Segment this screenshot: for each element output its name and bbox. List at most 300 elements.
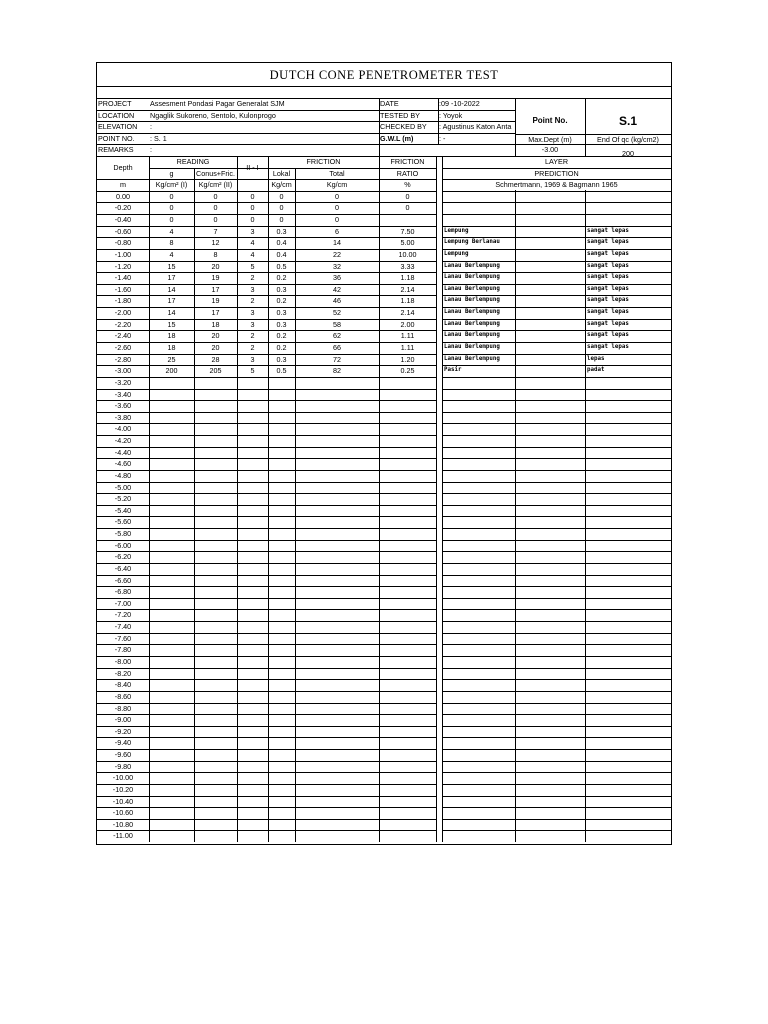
conus-cell [194,726,237,738]
conus-cell [194,609,237,621]
soil-type-cell: Lanau Berlempung [444,285,500,292]
ratio-cell [379,656,436,668]
soil-type-cell [442,482,585,494]
soil-type-cell [442,551,585,563]
lokal-cell: 0.5 [276,366,287,376]
density-cell: sangat lepas [587,297,629,304]
diff-cell: 5 [250,366,255,376]
soil-type-cell [442,540,585,552]
end-qc-value: 200 [622,148,634,158]
g-cell: 0 [169,215,174,225]
total-cell [295,528,379,540]
g-cell: 4 [169,249,174,259]
depth-cell: -6.60 [114,575,132,585]
g-cell [149,633,194,645]
conus-cell: 19 [211,296,220,306]
soil-type-cell: Lanau Berlempung [444,262,500,269]
g-cell [149,656,194,668]
soil-type-cell [442,609,585,621]
diff-cell [237,493,268,505]
total-cell [295,796,379,808]
density-cell [585,668,671,680]
ratio-cell [379,633,436,645]
soil-type-cell [442,563,585,575]
conus-cell [194,458,237,470]
ratio-cell: 1.11 [400,331,415,341]
ratio-cell [379,505,436,517]
soil-type-cell [442,458,585,470]
diff-cell [237,726,268,738]
density-cell: sangat lepas [587,250,629,257]
total-cell [295,703,379,715]
total-cell [295,737,379,749]
lokal-cell: 0.3 [276,308,287,318]
col-layer-reference: Schmertmann, 1969 & Bagmann 1965 [495,180,618,190]
depth-cell: -7.00 [114,598,132,608]
soil-type-cell [442,447,585,459]
depth-cell: -7.80 [114,645,132,655]
depth-cell: -7.60 [114,633,132,643]
depth-cell: -5.00 [114,482,132,492]
depth-cell: -6.80 [114,587,132,597]
lokal-cell: 0.3 [276,284,287,294]
conus-cell: 20 [211,342,220,352]
lokal-cell [268,737,295,749]
ratio-cell [379,551,436,563]
g-cell [149,482,194,494]
g-cell: 14 [167,308,176,318]
depth-cell: -6.20 [114,552,132,562]
ratio-cell [379,796,436,808]
diff-cell [237,400,268,412]
total-cell [295,761,379,773]
soil-type-cell [442,389,585,401]
depth-cell: -3.20 [114,377,132,387]
soil-type-cell [442,598,585,610]
depth-cell: -2.20 [114,319,132,329]
total-cell [295,493,379,505]
diff-cell [237,482,268,494]
depth-cell: -10.20 [112,784,134,794]
ratio-cell: 10.00 [398,249,417,259]
conus-cell: 205 [209,366,222,376]
location-value: Ngaglik Sukoreno, Sentolo, Kulonprogo [150,110,276,120]
conus-cell: 19 [211,273,220,283]
ratio-cell: 5.00 [400,238,415,248]
ratio-cell [379,737,436,749]
total-cell [295,714,379,726]
ratio-cell [379,516,436,528]
lokal-cell [268,458,295,470]
ratio-cell [379,435,436,447]
depth-cell: -0.20 [114,203,132,213]
soil-type-cell [442,493,585,505]
g-cell: 17 [167,273,176,283]
depth-cell: -1.40 [114,273,132,283]
density-cell [585,389,671,401]
density-cell [585,737,671,749]
density-cell: sangat lepas [587,239,629,246]
total-cell [295,412,379,424]
ratio-cell [379,214,436,226]
conus-cell: 0 [213,215,218,225]
lokal-cell [268,772,295,784]
depth-cell: -4.80 [114,470,132,480]
lokal-cell [268,505,295,517]
diff-cell: 4 [250,238,255,248]
conus-cell [194,819,237,831]
soil-type-cell: Lanau Berlempung [444,297,500,304]
lokal-cell [268,447,295,459]
ratio-cell [379,528,436,540]
total-cell [295,598,379,610]
diff-cell [237,563,268,575]
project-label: PROJECT [98,99,132,108]
ratio-cell: 1.18 [400,296,415,306]
ratio-cell: 0.25 [400,366,415,376]
total-cell [295,691,379,703]
g-cell [149,772,194,784]
ratio-cell [379,377,436,389]
lokal-cell [268,389,295,401]
lokal-cell: 0.5 [276,261,287,271]
lokal-cell: 0.2 [276,273,287,283]
g-cell [149,819,194,831]
diff-cell [237,470,268,482]
depth-cell: -1.00 [114,249,132,259]
diff-cell [237,609,268,621]
total-cell: 6 [335,226,339,236]
col-reading: READING [176,157,210,166]
density-cell [585,633,671,645]
lokal-cell [268,656,295,668]
lokal-cell: 0.4 [276,238,287,248]
ratio-cell [379,482,436,494]
lokal-cell [268,633,295,645]
diff-cell [237,516,268,528]
col-unit-i: Kg/cm² (I) [155,180,188,190]
total-cell: 36 [333,273,341,283]
lokal-cell [268,575,295,587]
conus-cell [194,703,237,715]
depth-cell: -1.20 [114,261,132,271]
soil-type-cell [442,714,585,726]
diff-cell [237,586,268,598]
diff-cell [237,796,268,808]
density-cell [585,551,671,563]
diff-cell [237,551,268,563]
depth-cell: -10.00 [112,773,134,783]
conus-cell [194,540,237,552]
depth-cell: -4.00 [114,424,132,434]
soil-type-cell [442,761,585,773]
soil-type-cell [442,656,585,668]
lokal-cell: 0.2 [276,296,287,306]
g-cell: 15 [167,261,176,271]
col-friction-ratio: FRICTION [390,157,425,166]
depth-cell: -1.60 [114,284,132,294]
soil-type-cell [442,703,585,715]
soil-type-cell [442,644,585,656]
diff-cell [237,633,268,645]
total-cell [295,656,379,668]
total-cell: 62 [333,331,341,341]
soil-type-cell [442,621,585,633]
depth-cell: -3.00 [114,366,132,376]
diff-cell [237,598,268,610]
lokal-cell [268,703,295,715]
conus-cell [194,691,237,703]
col-g: g [169,168,174,178]
g-cell [149,435,194,447]
diff-cell [237,772,268,784]
lokal-cell: 0.2 [276,342,287,352]
conus-cell: 20 [211,331,220,341]
conus-cell: 18 [211,319,220,329]
g-cell [149,714,194,726]
soil-type-cell: Lanau Berlempung [444,309,500,316]
ratio-cell [379,447,436,459]
density-cell: lepas [587,355,605,362]
ratio-cell: 3.33 [400,261,415,271]
diff-cell [237,737,268,749]
total-cell: 72 [333,354,341,364]
density-cell [585,644,671,656]
point-no-value: S.1 [618,114,637,128]
diff-cell [237,749,268,761]
diff-cell [237,761,268,773]
ratio-cell [379,749,436,761]
soil-type-cell [442,423,585,435]
diff-cell [237,714,268,726]
total-cell [295,540,379,552]
conus-cell [194,830,237,842]
conus-cell [194,598,237,610]
g-cell: 25 [167,354,176,364]
elevation-value: : [150,122,152,132]
diff-cell [237,691,268,703]
g-cell [149,761,194,773]
col-total-unit: Kg/cm [326,180,348,190]
density-cell [585,470,671,482]
depth-cell: -9.60 [114,750,132,760]
g-cell [149,470,194,482]
diff-cell: 0 [250,191,255,201]
depth-cell: -0.40 [114,215,132,225]
diff-cell [237,644,268,656]
depth-cell: -10.80 [112,819,134,829]
g-cell [149,621,194,633]
g-cell: 17 [167,296,176,306]
col-conus: Conus+Fric. [196,168,235,178]
conus-cell [194,586,237,598]
total-cell [295,563,379,575]
g-cell: 18 [167,331,176,341]
g-cell [149,749,194,761]
lokal-cell: 0 [279,191,284,201]
conus-cell: 8 [213,249,218,259]
g-cell [149,377,194,389]
diff-cell [237,458,268,470]
density-cell: sangat lepas [587,274,629,281]
checked-by-label: CHECKED BY [380,122,427,132]
lokal-cell [268,377,295,389]
depth-cell: -10.60 [112,808,134,818]
remarks-label: REMARKS [98,145,134,155]
total-cell [295,551,379,563]
density-cell [585,191,671,203]
density-cell: sangat lepas [587,320,629,327]
density-cell [585,796,671,808]
conus-cell: 12 [211,238,220,248]
soil-type-cell [442,772,585,784]
lokal-cell [268,749,295,761]
depth-cell: -3.60 [114,401,132,411]
total-cell: 42 [333,284,341,294]
ratio-cell [379,668,436,680]
diff-cell: 2 [250,273,255,283]
ratio-cell [379,830,436,842]
soil-type-cell: Lempung [444,227,469,234]
soil-type-cell [442,749,585,761]
conus-cell [194,633,237,645]
diff-cell [237,830,268,842]
conus-cell [194,551,237,563]
density-cell [585,516,671,528]
density-cell [585,586,671,598]
conus-cell [194,749,237,761]
diff-cell [237,656,268,668]
lokal-cell [268,761,295,773]
ratio-cell [379,714,436,726]
conus-cell [194,493,237,505]
diff-cell: 2 [250,331,255,341]
density-cell [585,505,671,517]
diff-cell [237,528,268,540]
ratio-cell: 1.20 [400,354,415,364]
conus-cell [194,761,237,773]
density-cell [585,412,671,424]
depth-cell: -5.60 [114,517,132,527]
density-cell [585,726,671,738]
depth-cell: -8.20 [114,668,132,678]
grid-line [97,86,671,87]
diff-cell: 3 [250,284,255,294]
soil-type-cell [442,214,585,226]
ratio-cell [379,703,436,715]
total-cell [295,575,379,587]
conus-cell [194,784,237,796]
ratio-cell [379,412,436,424]
ratio-cell [379,575,436,587]
lokal-cell [268,528,295,540]
diff-cell [237,447,268,459]
conus-cell [194,807,237,819]
density-cell [585,575,671,587]
g-cell [149,586,194,598]
depth-cell: -11.00 [113,831,133,841]
tested-by-label: TESTED BY [380,110,420,120]
conus-cell: 20 [211,261,220,271]
depth-cell: -8.60 [114,691,132,701]
ratio-cell [379,807,436,819]
total-cell [295,435,379,447]
conus-cell [194,447,237,459]
total-cell: 66 [333,342,341,352]
density-cell [585,691,671,703]
ratio-cell: 2.00 [400,319,415,329]
density-cell [585,784,671,796]
ratio-cell [379,772,436,784]
density-cell [585,772,671,784]
diff-cell: 3 [250,226,255,236]
soil-type-cell: Lanau Berlempung [444,274,500,281]
depth-cell: -5.20 [114,494,132,504]
depth-cell: -0.80 [114,238,132,248]
soil-type-cell: Lanau Berlempung [444,332,500,339]
density-cell [585,435,671,447]
density-cell [585,458,671,470]
conus-cell [194,563,237,575]
total-cell [295,830,379,842]
conus-cell [194,772,237,784]
depth-cell: -8.00 [114,657,132,666]
tested-by-value: : Yoyok [439,110,463,120]
total-cell [295,516,379,528]
total-cell [295,482,379,494]
col-lokal: Lokal [272,168,291,178]
conus-cell: 7 [213,226,218,236]
lokal-cell [268,563,295,575]
g-cell [149,703,194,715]
ratio-cell: 1.11 [400,342,415,352]
diff-cell [237,621,268,633]
ratio-cell [379,691,436,703]
soil-type-cell [442,586,585,598]
soil-type-cell [442,377,585,389]
g-cell [149,551,194,563]
g-cell [149,389,194,401]
depth-cell: -7.20 [114,610,132,620]
density-cell [585,830,671,842]
diff-cell [237,540,268,552]
soil-type-cell: Lanau Berlempung [444,343,500,350]
density-cell: padat [587,367,605,374]
lokal-cell: 0 [279,203,284,213]
point-no-label: POINT NO. [98,133,135,143]
depth-cell: -4.40 [114,447,132,457]
ratio-cell [379,679,436,691]
elevation-label: ELEVATION [98,122,138,132]
diff-cell [237,435,268,447]
ratio-cell: 2.14 [400,308,415,318]
soil-type-cell [442,516,585,528]
density-cell: sangat lepas [587,343,629,350]
g-cell [149,679,194,691]
gwl-label: G.W.L (m) [380,133,414,143]
conus-cell [194,714,237,726]
total-cell [295,772,379,784]
density-cell [585,447,671,459]
lokal-cell [268,400,295,412]
date-label: DATE [380,99,399,108]
lokal-cell [268,714,295,726]
density-cell [585,528,671,540]
checked-by-value: : Agustinus Katon Anta [439,122,512,132]
ratio-cell [379,400,436,412]
density-cell [585,609,671,621]
total-cell [295,679,379,691]
